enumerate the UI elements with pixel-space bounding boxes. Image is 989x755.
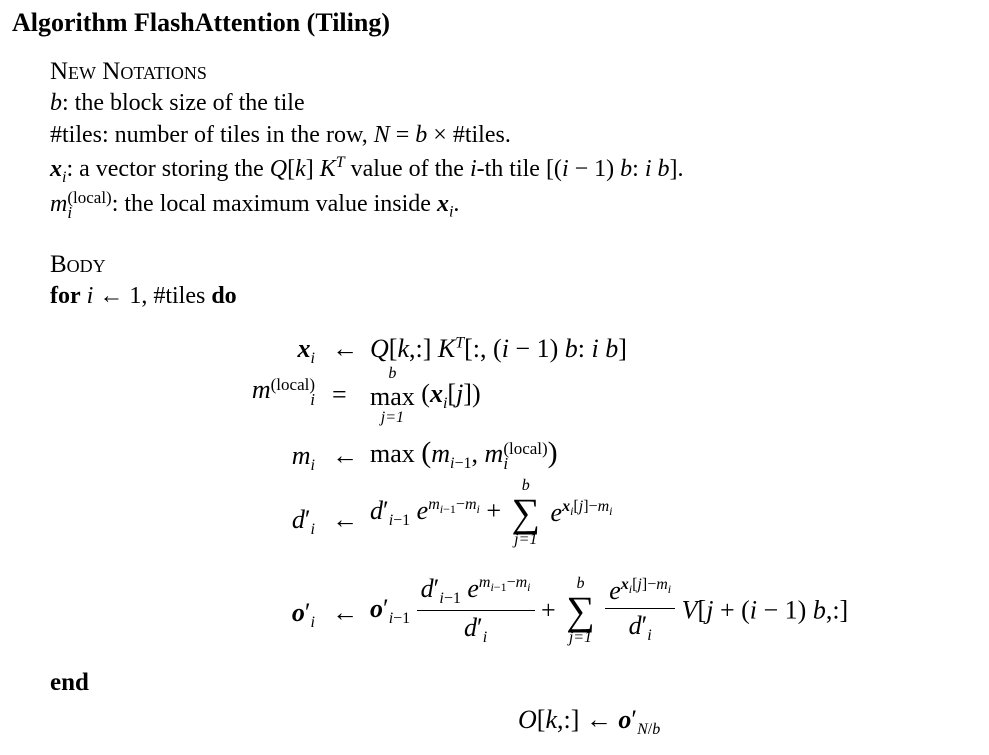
for-loop-header: for i ← 1, #tiles do <box>50 283 237 309</box>
end-keyword: end <box>50 669 89 696</box>
algorithm-title: Algorithm FlashAttention (Tiling) <box>12 8 390 37</box>
final-output-equation: O[k,:] ← $o'_{N/b}$ <box>518 705 661 739</box>
notation-tiles: #tiles: number of tiles in the row, N = b × #tiles. <box>50 122 511 148</box>
notation-b-text <box>0 0 1 1</box>
notation-b: b: the block size of the tile <box>50 90 305 116</box>
for-keyword: for <box>50 283 81 309</box>
notation-x: $x_i$: a vector storing the Q[k] $K^T$ value of the i-th tile [(i − 1) b: i b]. <box>50 154 684 186</box>
notations-heading: New Notations <box>50 58 207 85</box>
body-heading: Body <box>50 251 106 278</box>
notation-m-local: m (local) i : the local maximum value inside $x_i$. <box>50 188 460 223</box>
do-keyword: do <box>211 283 237 309</box>
